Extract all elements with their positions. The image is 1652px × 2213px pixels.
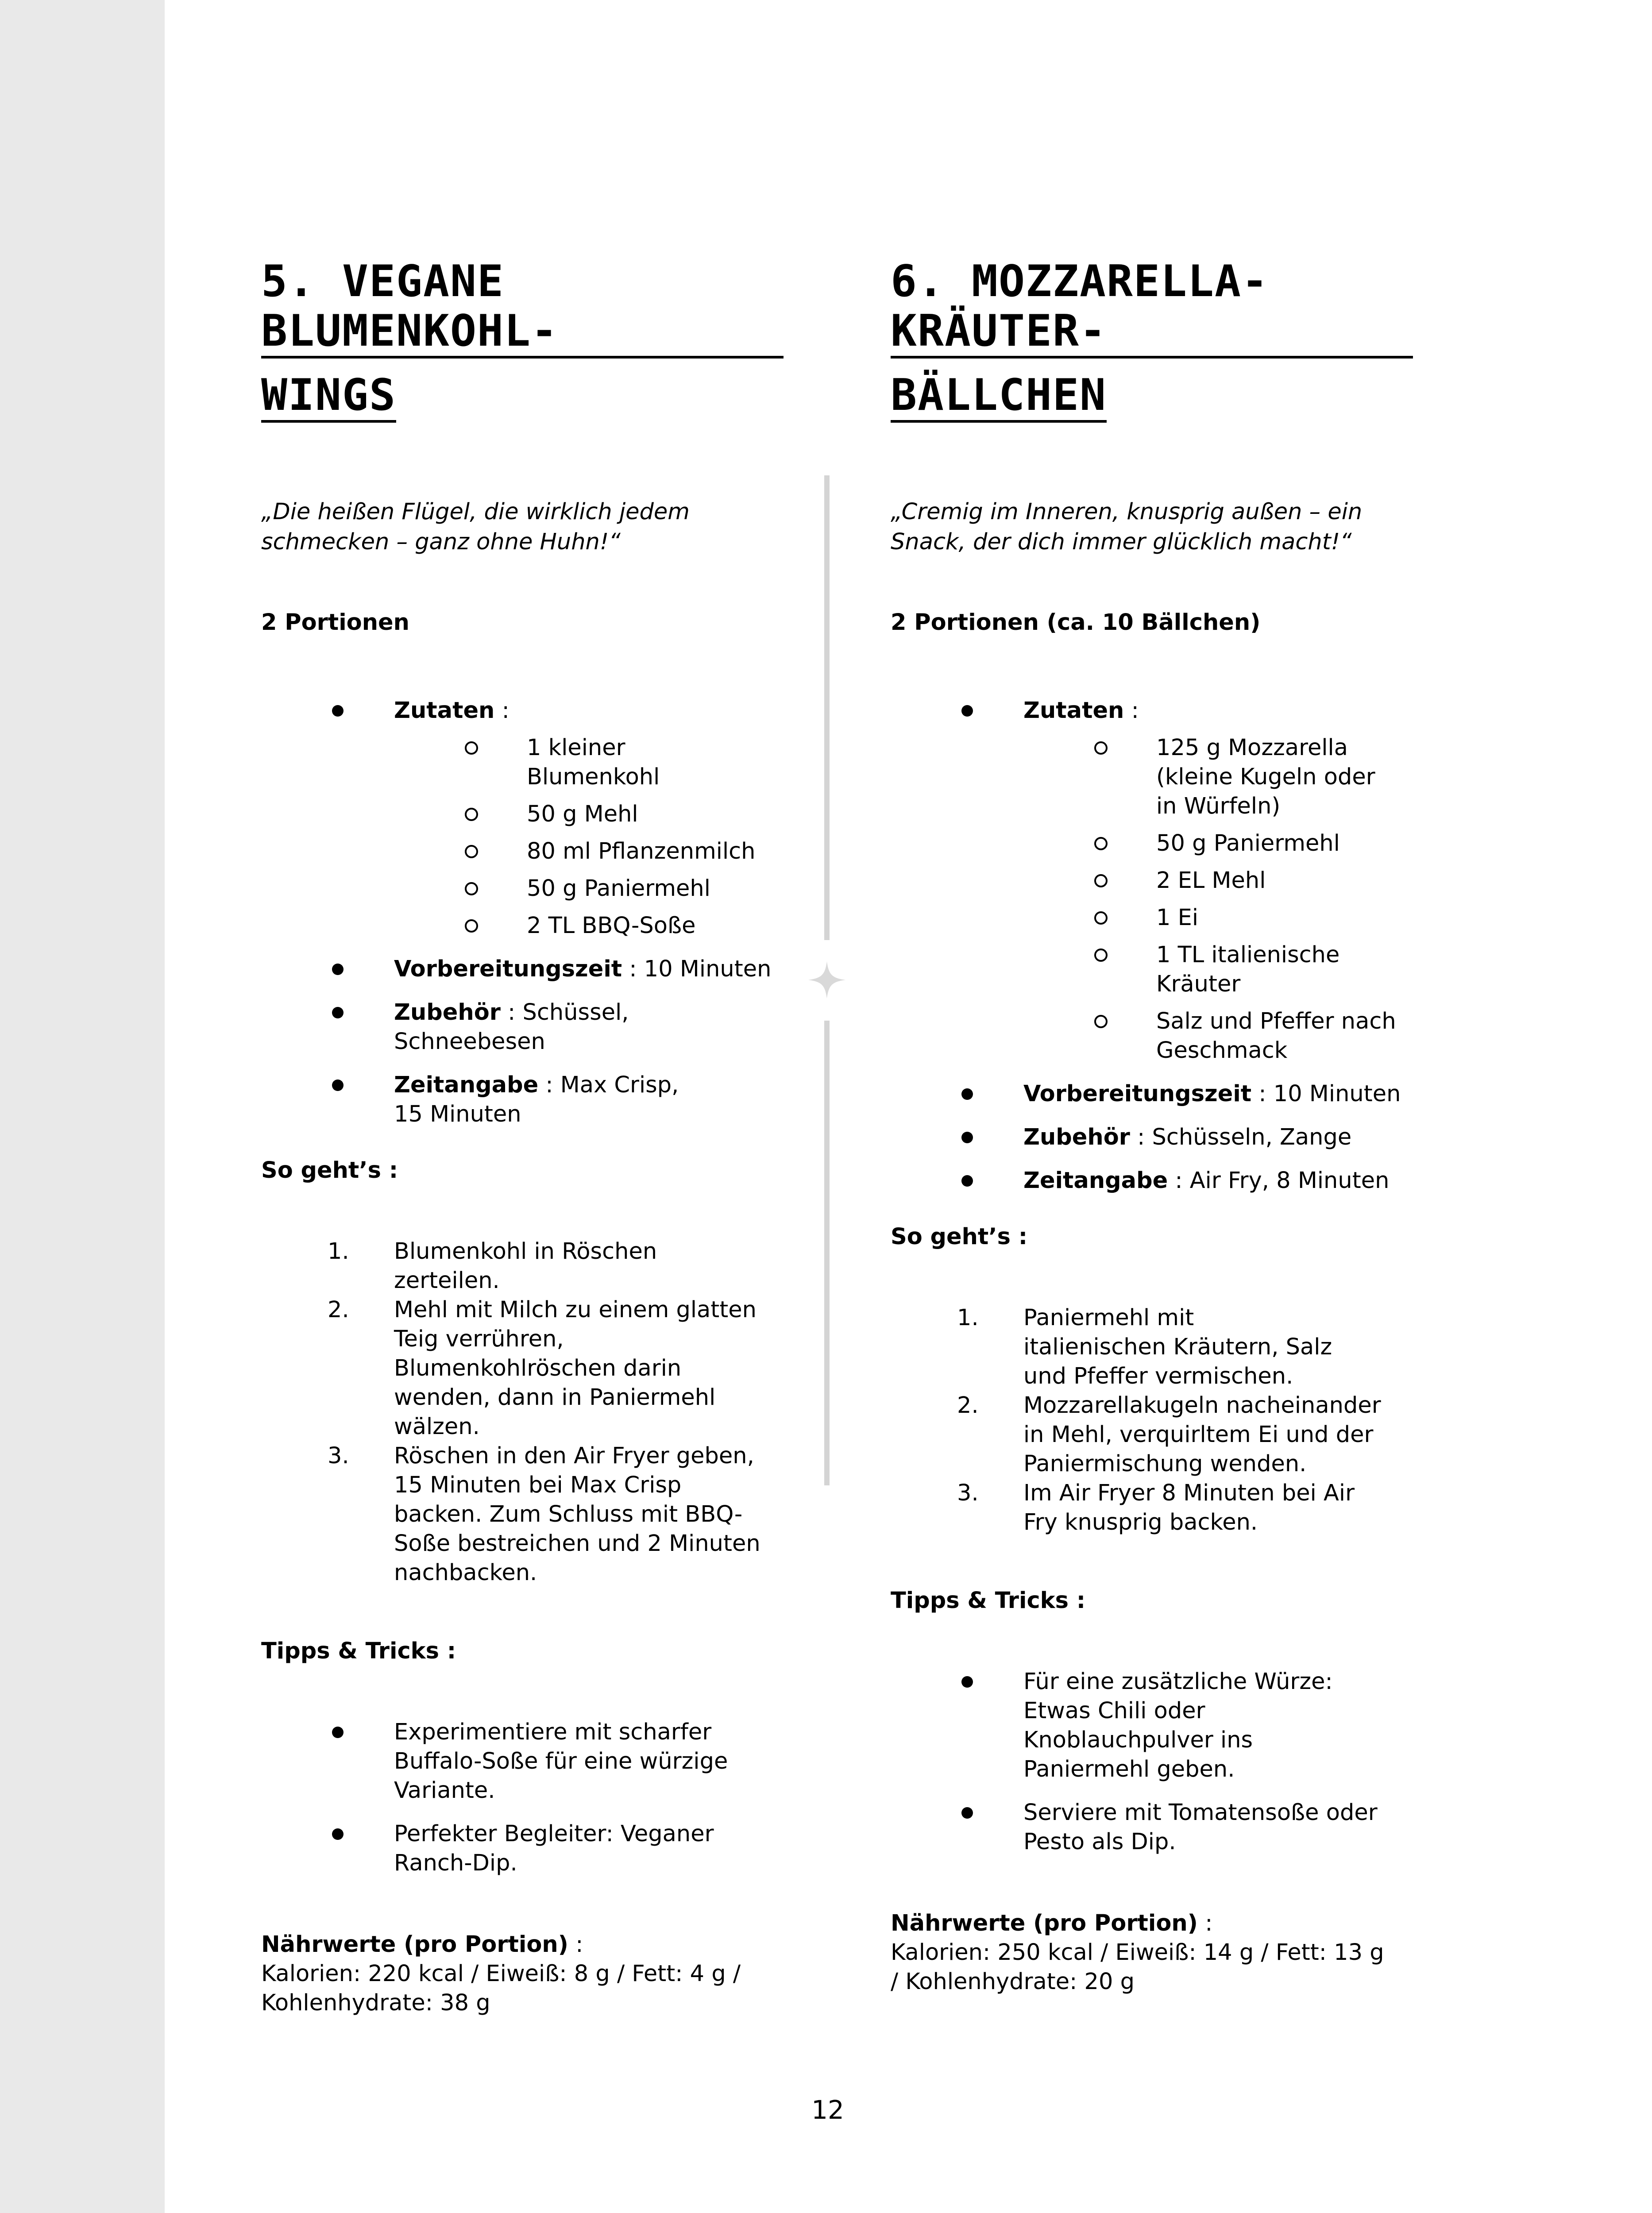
circle-bullet-icon bbox=[465, 741, 478, 755]
colon: : bbox=[1251, 1081, 1274, 1107]
ingredient-item bbox=[261, 800, 757, 829]
bullet-icon bbox=[332, 705, 344, 717]
ingredient-item bbox=[261, 733, 757, 792]
bullet-icon bbox=[961, 1088, 973, 1100]
step-number: 3. bbox=[328, 1443, 349, 1469]
title-line-2: BÄLLCHEN bbox=[891, 370, 1107, 423]
circle-bullet-icon bbox=[1094, 948, 1108, 962]
tips-heading: Tipps & Tricks : bbox=[261, 1638, 456, 1664]
step-number: 2. bbox=[328, 1297, 349, 1323]
ingredient-item bbox=[891, 1007, 1413, 1065]
bullet-icon bbox=[332, 1828, 344, 1840]
quote-line-1: „Cremig im Inneren, knusprig außen – ein bbox=[891, 499, 1363, 525]
bullet-icon bbox=[332, 1080, 344, 1091]
tools-value: Schüsseln, Zange bbox=[1152, 1124, 1352, 1150]
prep-label: Vorbereitungszeit bbox=[1023, 1081, 1252, 1107]
tips-list bbox=[891, 1667, 1413, 1857]
tools-value: Schüssel, Schneebesen bbox=[394, 999, 629, 1055]
nutrition bbox=[891, 1909, 1395, 1997]
bullet-icon bbox=[961, 1175, 973, 1187]
steps-heading: So geht’s : bbox=[261, 1157, 398, 1184]
ingredient-text: 1 TL italienische Kräuter bbox=[1156, 942, 1340, 997]
circle-bullet-icon bbox=[465, 845, 478, 858]
ingredient-item bbox=[891, 941, 1413, 999]
tip-item bbox=[261, 1718, 748, 1805]
time-label: Zeitangabe bbox=[394, 1072, 539, 1098]
colon: : bbox=[568, 1932, 583, 1958]
step-text: Mozzarellakugeln nacheinander in Mehl, verquirltem Ei und der Paniermischung wenden. bbox=[1023, 1392, 1381, 1477]
step-number: 1. bbox=[957, 1305, 979, 1331]
circle-bullet-icon bbox=[1094, 837, 1108, 850]
nutrition-value: Kalorien: 250 kcal / Eiweiß: 14 g / Fett: 13 g / Kohlenhydrate: 20 g bbox=[891, 1939, 1384, 1995]
step-item bbox=[891, 1391, 1391, 1479]
tools-item bbox=[891, 1123, 1413, 1152]
ingredients-label: Zutaten bbox=[394, 698, 495, 724]
recipe-info-list bbox=[261, 696, 784, 1129]
recipe-info-list bbox=[891, 696, 1413, 1195]
colon: : bbox=[1197, 1910, 1213, 1936]
recipe-title bbox=[891, 257, 1413, 431]
bullet-icon bbox=[332, 1727, 344, 1738]
ingredient-text: 50 g Mehl bbox=[527, 801, 638, 827]
ingredient-item bbox=[891, 866, 1413, 895]
ingredient-item bbox=[891, 903, 1413, 933]
quote-line-2: schmecken – ganz ohne Huhn!“ bbox=[261, 529, 621, 555]
ingredient-text: 80 ml Pflanzenmilch bbox=[527, 838, 756, 864]
tips-heading: Tipps & Tricks : bbox=[891, 1588, 1086, 1614]
circle-bullet-icon bbox=[1094, 911, 1108, 925]
ingredients-label: Zutaten bbox=[1023, 698, 1124, 724]
bullet-icon bbox=[332, 1007, 344, 1018]
step-text: Mehl mit Milch zu einem glatten Teig verrühren, Blumenkohlröschen darin wenden, dann in Paniermehl wälzen. bbox=[394, 1297, 757, 1440]
tip-text: Für eine zusätzliche Würze: Etwas Chili oder Knoblauchpulver ins Paniermehl geben. bbox=[1023, 1669, 1333, 1782]
prep-time-item bbox=[891, 1080, 1413, 1109]
steps-heading: So geht’s : bbox=[891, 1224, 1028, 1250]
title-line-1: 6. MOZZARELLA-KRÄUTER- bbox=[891, 257, 1413, 359]
ingredient-item bbox=[891, 829, 1413, 858]
column-divider-bottom bbox=[824, 1021, 830, 1485]
ingredient-text: 2 TL BBQ-Soße bbox=[527, 913, 696, 939]
ingredient-text: 50 g Paniermehl bbox=[1156, 830, 1340, 856]
time-value: Air Fry, 8 Minuten bbox=[1189, 1168, 1390, 1194]
step-item bbox=[261, 1237, 761, 1295]
four-point-star-icon bbox=[807, 960, 847, 1000]
time-item bbox=[261, 1071, 713, 1129]
ingredient-item bbox=[261, 911, 757, 941]
tools-label: Zubehör bbox=[394, 999, 501, 1026]
tip-item bbox=[891, 1667, 1378, 1784]
colon: : bbox=[1124, 698, 1139, 724]
step-item bbox=[891, 1303, 1333, 1391]
ingredient-item bbox=[261, 837, 757, 866]
circle-bullet-icon bbox=[1094, 874, 1108, 887]
ingredient-text: 125 g Mozzarella (kleine Kugeln oder in Würfeln) bbox=[1156, 735, 1375, 819]
circle-bullet-icon bbox=[1094, 741, 1108, 755]
circle-bullet-icon bbox=[465, 882, 478, 895]
page-number: 12 bbox=[811, 2095, 844, 2125]
recipe-left bbox=[261, 257, 784, 2018]
circle-bullet-icon bbox=[1094, 1015, 1108, 1028]
colon: : bbox=[538, 1072, 560, 1098]
recipe-quote bbox=[261, 497, 784, 557]
step-number: 1. bbox=[328, 1238, 349, 1265]
colon: : bbox=[494, 698, 509, 724]
step-number: 2. bbox=[957, 1392, 979, 1419]
tip-item bbox=[261, 1820, 748, 1878]
time-item bbox=[891, 1166, 1413, 1195]
time-label: Zeitangabe bbox=[1023, 1168, 1168, 1194]
page-margin-strip bbox=[0, 0, 165, 2213]
portions: 2 Portionen (ca. 10 Bällchen) bbox=[891, 609, 1261, 636]
step-text: Röschen in den Air Fryer geben, 15 Minuten bei Max Crisp backen. Zum Schluss mit BBQ-Soße bestreichen und 2 Minuten nachbacken. bbox=[394, 1443, 760, 1586]
portions: 2 Portionen bbox=[261, 609, 409, 636]
recipe-quote bbox=[891, 497, 1413, 557]
tip-text: Perfekter Begleiter: Veganer Ranch-Dip. bbox=[394, 1821, 714, 1876]
steps-list bbox=[261, 1237, 761, 1588]
bullet-icon bbox=[332, 964, 344, 975]
ingredient-text: 1 Ei bbox=[1156, 905, 1199, 931]
step-text: Blumenkohl in Röschen zerteilen. bbox=[394, 1238, 657, 1294]
step-text: Im Air Fryer 8 Minuten bei Air Fry knusprig backen. bbox=[1023, 1480, 1355, 1535]
bullet-icon bbox=[961, 1807, 973, 1819]
tips-list bbox=[261, 1718, 784, 1878]
nutrition-label: Nährwerte (pro Portion) bbox=[891, 1910, 1198, 1936]
nutrition-label: Nährwerte (pro Portion) bbox=[261, 1932, 568, 1958]
ingredients-list bbox=[891, 733, 1413, 1065]
title-line-2: WINGS bbox=[261, 370, 396, 423]
prep-value: 10 Minuten bbox=[644, 956, 772, 982]
circle-bullet-icon bbox=[465, 919, 478, 933]
step-item bbox=[261, 1442, 761, 1588]
quote-line-1: „Die heißen Flügel, die wirklich jedem bbox=[261, 499, 690, 525]
step-text: Paniermehl mit italienischen Kräutern, Salz und Pfeffer vermischen. bbox=[1023, 1305, 1332, 1389]
nutrition-value: Kalorien: 220 kcal / Eiweiß: 8 g / Fett: 4 g / Kohlenhydrate: 38 g bbox=[261, 1961, 741, 2016]
prep-value: 10 Minuten bbox=[1273, 1081, 1401, 1107]
recipe-title bbox=[261, 257, 784, 431]
ingredient-item bbox=[261, 874, 757, 903]
tip-text: Serviere mit Tomatensoße oder Pesto als Dip. bbox=[1023, 1800, 1378, 1855]
ingredient-text: 50 g Paniermehl bbox=[527, 875, 710, 902]
bullet-icon bbox=[961, 1132, 973, 1143]
colon: : bbox=[1168, 1168, 1190, 1194]
ingredients-list bbox=[261, 733, 757, 941]
recipe-right bbox=[891, 257, 1413, 1997]
ingredient-text: Salz und Pfeffer nach Geschmack bbox=[1156, 1008, 1396, 1064]
ingredient-item bbox=[891, 733, 1386, 821]
nutrition bbox=[261, 1930, 766, 2018]
tools-item bbox=[261, 998, 660, 1056]
prep-label: Vorbereitungszeit bbox=[394, 956, 622, 982]
ingredient-text: 1 kleiner Blumenkohl bbox=[527, 735, 660, 790]
steps-list bbox=[891, 1303, 1413, 1537]
column-divider-top bbox=[824, 475, 830, 940]
ingredient-text: 2 EL Mehl bbox=[1156, 867, 1266, 894]
bullet-icon bbox=[961, 705, 973, 717]
circle-bullet-icon bbox=[465, 808, 478, 821]
colon: : bbox=[622, 956, 644, 982]
step-item bbox=[261, 1295, 761, 1442]
time-value: Max Crisp, 15 Minuten bbox=[394, 1072, 679, 1127]
colon: : bbox=[1130, 1124, 1152, 1150]
quote-line-2: Snack, der dich immer glücklich macht!“ bbox=[891, 529, 1352, 555]
title-line-1: 5. VEGANE BLUMENKOHL- bbox=[261, 257, 784, 359]
ingredients-item bbox=[261, 696, 784, 941]
tools-label: Zubehör bbox=[1023, 1124, 1130, 1150]
step-item bbox=[891, 1479, 1382, 1537]
tip-text: Experimentiere mit scharfer Buffalo-Soße für eine würzige Variante. bbox=[394, 1719, 728, 1804]
tip-item bbox=[891, 1798, 1378, 1857]
prep-time-item bbox=[261, 955, 784, 984]
colon: : bbox=[500, 999, 523, 1026]
step-number: 3. bbox=[957, 1480, 979, 1506]
bullet-icon bbox=[961, 1676, 973, 1688]
ingredients-item bbox=[891, 696, 1413, 1065]
